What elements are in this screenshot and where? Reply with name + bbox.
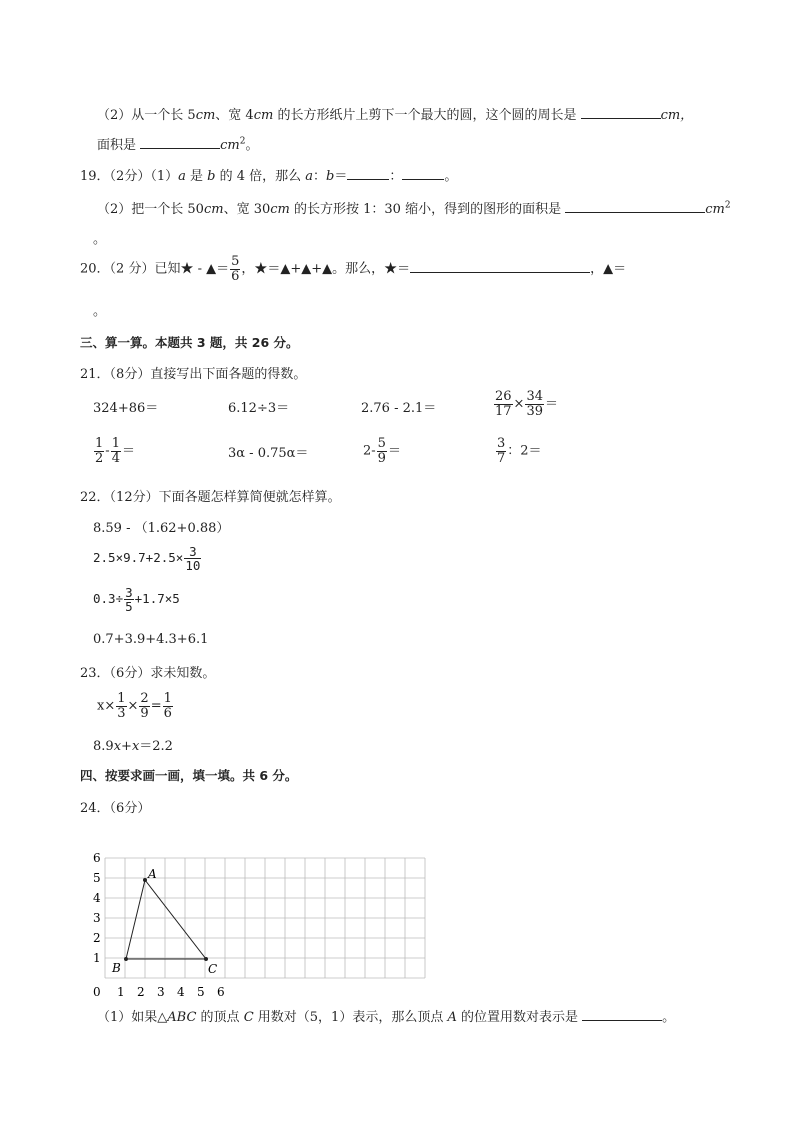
section-3-title: 三、算一算。本题共 3 题，共 26 分。 [80, 335, 299, 350]
fraction: $\frac{1}{2}$ [95, 436, 104, 466]
q24-head: 24．（6分） [80, 801, 151, 816]
q19-line2-end: 。 [93, 232, 107, 247]
answer-blank[interactable] [410, 258, 590, 273]
fraction: $\frac{3}{7}$ [497, 436, 506, 466]
x-tick-label: 6 [217, 985, 225, 999]
answer-blank[interactable] [140, 134, 220, 149]
q21-r1c3: 2.76 - 2.1＝ [361, 401, 437, 416]
fraction: $\frac{3}{10}$ [185, 544, 201, 574]
fraction: $\frac{3}{5}$ [125, 585, 133, 615]
answer-blank[interactable] [582, 1006, 662, 1021]
q23-e1: x× $\frac{1}{3}$ × $\frac{2}{9}$ = $\frac{1}{6}$ [97, 691, 172, 721]
q21-r1c4: $\frac{26}{17}$ × $\frac{34}{39}$ ＝ [495, 389, 559, 419]
fraction: $\frac{34}{39}$ [526, 389, 543, 419]
x-tick-labels [93, 985, 225, 999]
q24-sub1: （1）如果△ABC 的顶点 C 用数对（5，1）表示，那么顶点 A 的位置用数对表示是 。 [97, 1006, 675, 1025]
label-c: C [208, 962, 218, 976]
q22-e2: 2.5×9.7+2.5× $\frac{3}{10}$ [93, 544, 201, 574]
answer-blank[interactable] [402, 165, 444, 180]
q23-e2: 8.9x+x＝2.2 [93, 739, 173, 754]
coordinate-grid [85, 850, 435, 1000]
x-tick-label: 4 [177, 985, 185, 999]
q21-r2c1: $\frac{1}{2}$ - $\frac{1}{4}$ ＝ [95, 436, 135, 466]
fraction: $\frac{1}{3}$ [117, 691, 126, 721]
q22-e4: 0.7+3.9+4.3+6.1 [93, 632, 209, 647]
y-tick-label: 1 [93, 951, 101, 965]
answer-blank[interactable] [565, 198, 705, 213]
point-b[interactable] [124, 957, 128, 961]
label-a: A [148, 867, 157, 881]
q21-head: 21．（8分）直接写出下面各题的得数。 [80, 367, 307, 382]
q18-part2-line2: 面积是 $cm^2$。 [97, 134, 259, 153]
fraction: $\frac{26}{17}$ [495, 389, 512, 419]
answer-blank[interactable] [581, 104, 661, 119]
y-tick-label: 6 [93, 851, 101, 865]
q20-line: 20．（2 分）已知★ - ▲＝ $\frac{5}{6}$ ，★＝▲+▲+▲。那么，★＝ ，▲＝ [80, 254, 627, 284]
q22-head: 22．（12分）下面各题怎样算简便就怎样算。 [80, 490, 341, 505]
fraction: $\frac{5}{9}$ [377, 436, 386, 466]
label-b: B [112, 961, 121, 975]
fraction: $\frac{2}{9}$ [140, 691, 149, 721]
y-tick-label: 4 [93, 891, 101, 905]
y-tick-label: 2 [93, 931, 101, 945]
fraction: $\frac{1}{6}$ [163, 691, 172, 721]
point-a[interactable] [143, 878, 147, 882]
section-4-title: 四、按要求画一画，填一填。共 6 分。 [80, 768, 298, 783]
q21-r2c2: 3α - 0.75α＝ [228, 446, 309, 461]
y-tick-labels [93, 851, 101, 965]
triangle-abc [126, 880, 206, 959]
answer-blank[interactable] [347, 165, 389, 180]
q23-head: 23．（6分）求未知数。 [80, 666, 216, 681]
point-c[interactable] [204, 957, 208, 961]
q22-e3: 0.3÷ $\frac{3}{5}$ +1.7×5 [93, 585, 180, 615]
q21-r1c1: 324+86＝ [93, 401, 159, 416]
y-tick-label: 5 [93, 871, 101, 885]
x-tick-label: 2 [137, 985, 145, 999]
q20-end: 。 [93, 304, 107, 319]
q18-part2-line1: （2）从一个长 5cm、宽 4cm 的长方形纸片上剪下一个最大的圆，这个圆的周长是 cm， [97, 104, 693, 123]
q19-line2: （2）把一个长 50cm、宽 30cm 的长方形按 1：30 缩小，得到的图形的面积是 $cm^2$ [97, 198, 731, 217]
q22-e1: 8.59 - （1.62+0.88） [93, 521, 230, 536]
q21-r1c2: 6.12÷3＝ [228, 401, 290, 416]
q19-line1: 19．（2分）（1）a 是 b 的 4 倍，那么 a：b＝ ： 。 [80, 165, 457, 184]
q21-r2c3: 2- $\frac{5}{9}$ ＝ [363, 436, 401, 466]
x-tick-label: 5 [197, 985, 205, 999]
x-tick-label: 3 [157, 985, 165, 999]
y-tick-label: 3 [93, 911, 101, 925]
fraction: $\frac{1}{4}$ [111, 436, 120, 466]
x-tick-label: 0 [93, 985, 101, 999]
q21-r2c4: $\frac{3}{7}$ ：2＝ [497, 436, 542, 466]
x-tick-label: 1 [117, 985, 125, 999]
fraction: $\frac{5}{6}$ [231, 254, 240, 284]
